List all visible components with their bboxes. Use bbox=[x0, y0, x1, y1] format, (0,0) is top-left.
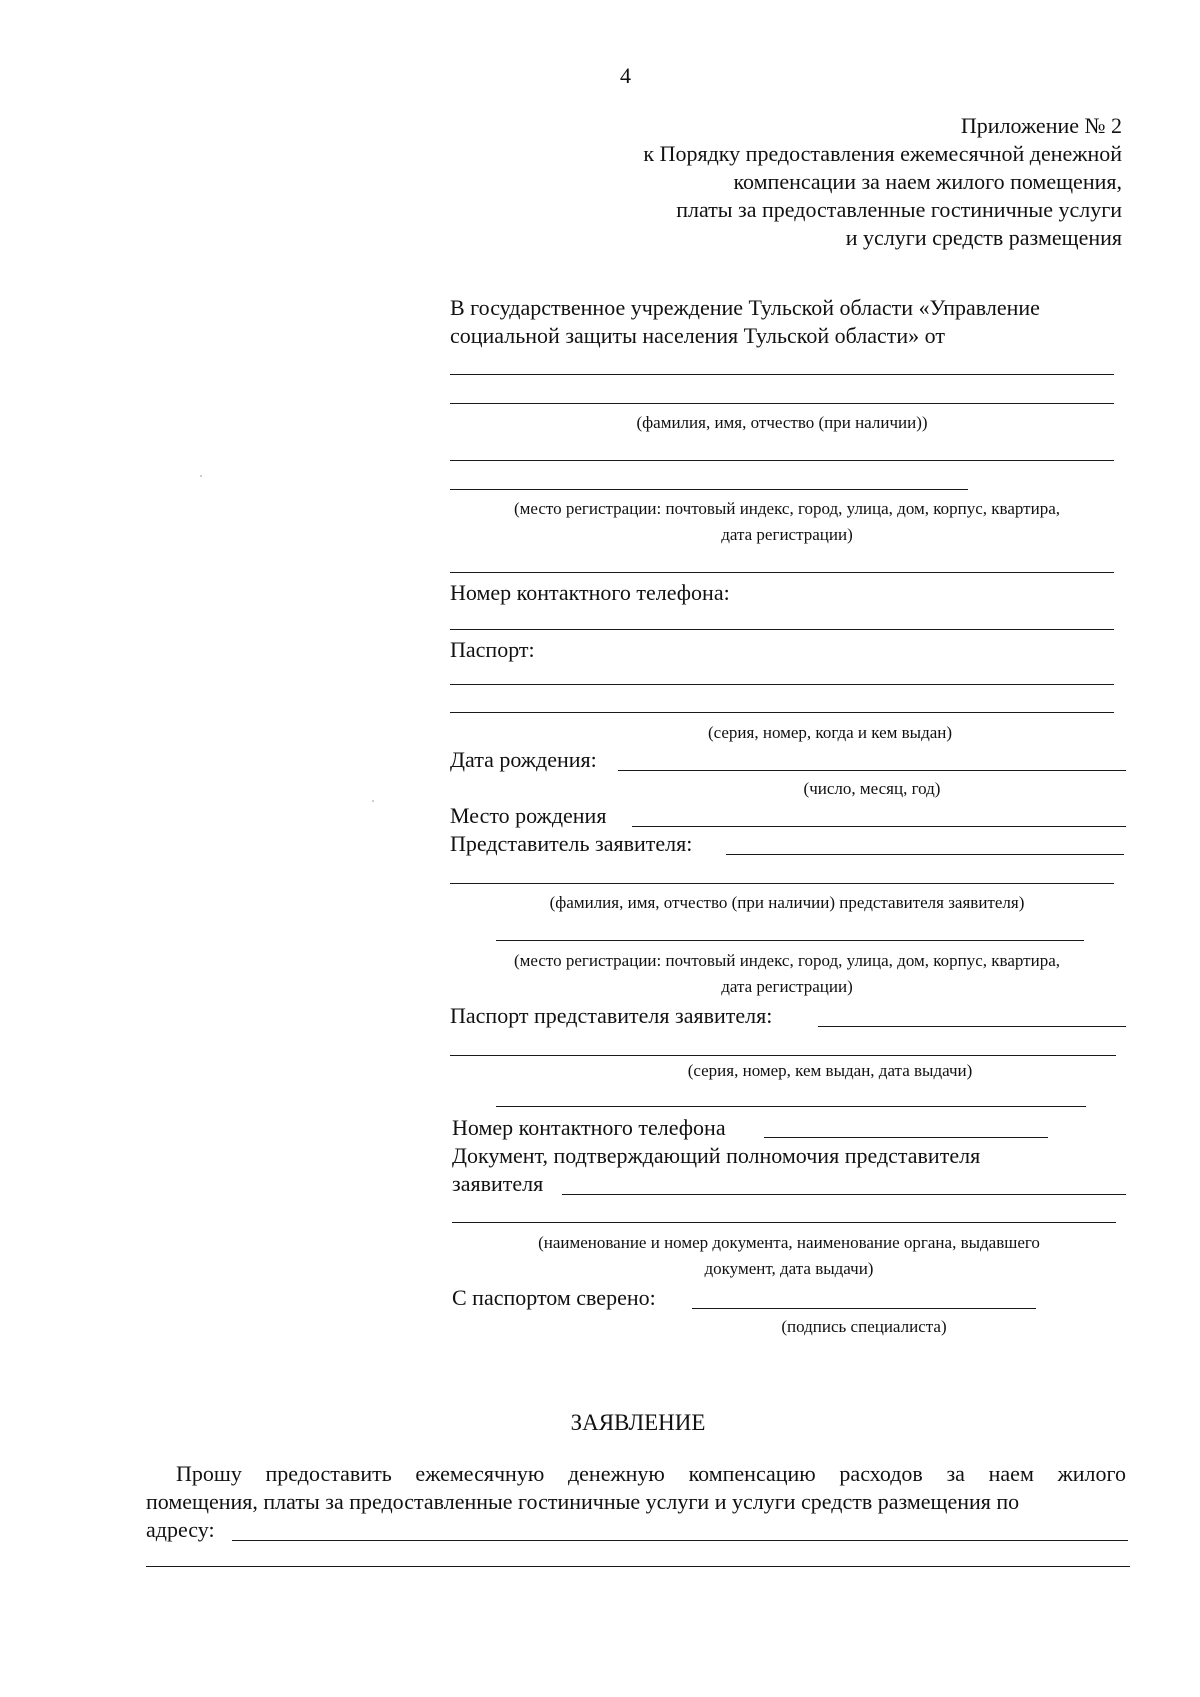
rep-passport-caption: (серия, номер, кем выдан, дата выдачи) bbox=[687, 1061, 973, 1080]
rep-phone-label: Номер контактного телефона bbox=[452, 1115, 726, 1140]
appendix-line: Приложение № 2 bbox=[960, 113, 1122, 138]
statement-text-line: адресу: bbox=[146, 1517, 215, 1542]
address-input-line[interactable] bbox=[232, 1540, 1128, 1541]
phone-input-line[interactable] bbox=[450, 629, 1114, 630]
statement-title: ЗАЯВЛЕНИЕ bbox=[570, 1410, 706, 1435]
appendix-line: компенсации за наем жилого помещения, bbox=[733, 169, 1122, 194]
rep-registration-caption: дата регистрации) bbox=[721, 977, 853, 996]
fio-input-line[interactable] bbox=[450, 374, 1114, 375]
verified-label: С паспортом сверено: bbox=[452, 1285, 656, 1310]
fio-caption: (фамилия, имя, отчество (при наличии)) bbox=[636, 413, 928, 432]
statement-text-line: помещения, платы за предоставленные гостиничные услуги и услуги средств размещения по bbox=[146, 1489, 1020, 1514]
authority-doc-input-line[interactable] bbox=[452, 1222, 1116, 1223]
authority-doc-caption: (наименование и номер документа, наименование органа, выдавшего bbox=[538, 1233, 1040, 1252]
birth-place-label: Место рождения bbox=[450, 803, 607, 828]
addressee-line: В государственное учреждение Тульской области «Управление bbox=[450, 295, 1040, 320]
passport-caption: (серия, номер, когда и кем выдан) bbox=[707, 723, 953, 742]
registration-caption: (место регистрации: почтовый индекс, город, улица, дом, корпус, квартира, bbox=[514, 499, 1060, 518]
representative-input-line[interactable] bbox=[450, 883, 1114, 884]
passport-label: Паспорт: bbox=[450, 637, 535, 662]
scan-speck bbox=[372, 800, 374, 802]
registration-caption: дата регистрации) bbox=[721, 525, 853, 544]
birth-date-label: Дата рождения: bbox=[450, 747, 597, 772]
authority-doc-label: заявителя bbox=[452, 1171, 544, 1196]
appendix-line: к Порядку предоставления ежемесячной денежной bbox=[643, 141, 1122, 166]
rep-registration-input-line[interactable] bbox=[496, 940, 1084, 941]
birth-date-input-line[interactable] bbox=[618, 770, 1126, 771]
rep-fio-caption: (фамилия, имя, отчество (при наличии) представителя заявителя) bbox=[549, 893, 1025, 912]
rep-passport-input-line[interactable] bbox=[818, 1026, 1126, 1027]
birth-date-caption: (число, месяц, год) bbox=[803, 779, 941, 798]
signature-caption: (подпись специалиста) bbox=[781, 1317, 947, 1336]
appendix-line: и услуги средств размещения bbox=[845, 225, 1122, 250]
fio-input-line[interactable] bbox=[450, 403, 1114, 404]
phone-label: Номер контактного телефона: bbox=[450, 580, 730, 605]
appendix-line: платы за предоставленные гостиничные услуги bbox=[676, 197, 1122, 222]
birth-place-input-line[interactable] bbox=[632, 826, 1126, 827]
rep-passport-label: Паспорт представителя заявителя: bbox=[450, 1003, 773, 1028]
rep-passport-input-line[interactable] bbox=[496, 1106, 1086, 1107]
registration-input-line[interactable] bbox=[450, 572, 1114, 573]
authority-doc-label: Документ, подтверждающий полномочия представителя bbox=[452, 1143, 981, 1168]
rep-registration-caption: (место регистрации: почтовый индекс, город, улица, дом, корпус, квартира, bbox=[514, 951, 1060, 970]
representative-label: Представитель заявителя: bbox=[450, 831, 693, 856]
addressee-line: социальной защиты населения Тульской области» от bbox=[450, 323, 945, 348]
rep-phone-input-line[interactable] bbox=[764, 1137, 1048, 1138]
authority-doc-input-line[interactable] bbox=[562, 1194, 1126, 1195]
page-number: 4 bbox=[620, 63, 631, 88]
appendix-header bbox=[502, 112, 1122, 252]
scan-speck bbox=[200, 475, 202, 477]
representative-input-line[interactable] bbox=[726, 854, 1124, 855]
signature-line[interactable] bbox=[692, 1308, 1036, 1309]
statement-text-line: Прошу предоставить ежемесячную денежную компенсацию расходов за наем жилого bbox=[176, 1461, 1126, 1486]
registration-input-line[interactable] bbox=[450, 460, 1114, 461]
passport-input-line[interactable] bbox=[450, 684, 1114, 685]
rep-passport-input-line[interactable] bbox=[450, 1055, 1116, 1056]
passport-input-line[interactable] bbox=[450, 712, 1114, 713]
address-input-line[interactable] bbox=[146, 1566, 1130, 1567]
authority-doc-caption: документ, дата выдачи) bbox=[704, 1259, 874, 1278]
registration-input-line[interactable] bbox=[450, 489, 968, 490]
